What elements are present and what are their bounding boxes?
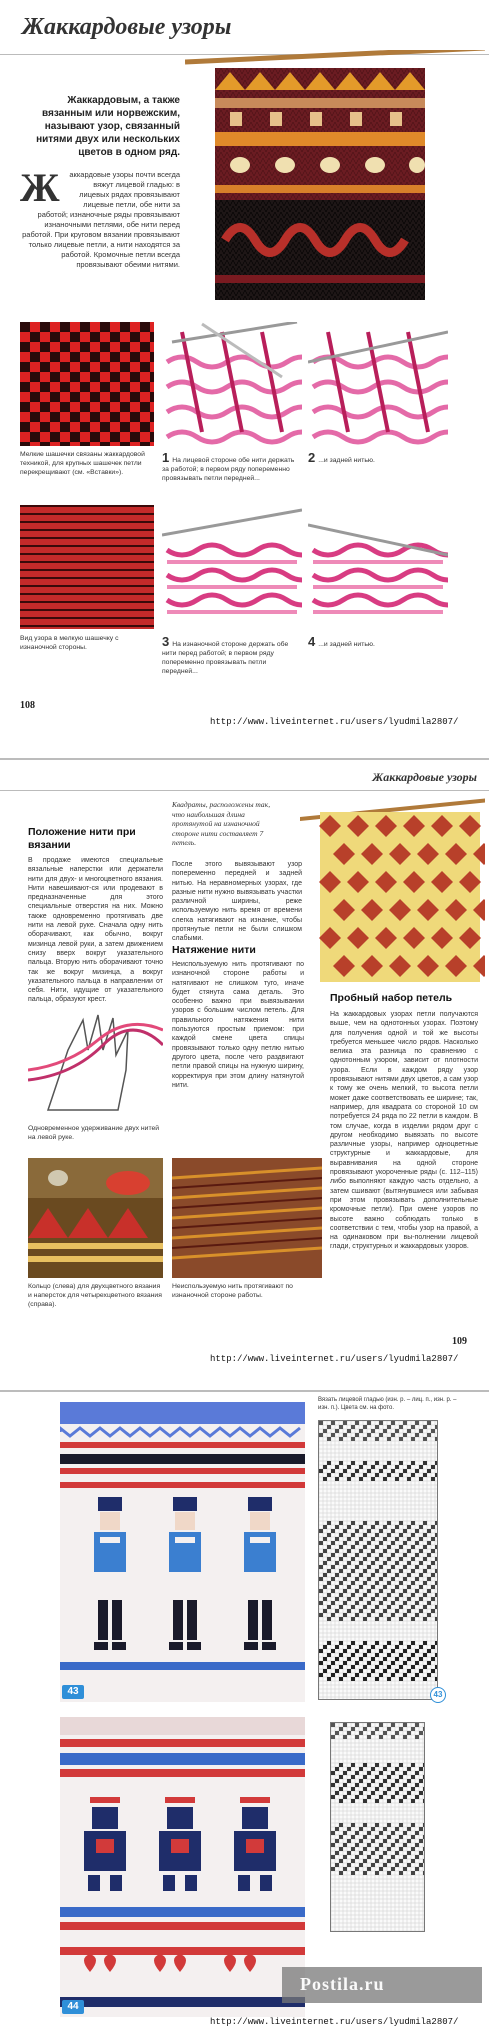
caption-thimble: Кольцо (слева) для двухцветного вязания и наперсток для четырехцветного вязания (справа). bbox=[28, 1283, 162, 1308]
chart-44 bbox=[330, 1722, 425, 1932]
step2-illustration bbox=[308, 322, 448, 446]
stripes-swatch bbox=[20, 505, 154, 629]
knitting-needle bbox=[185, 50, 485, 62]
step1-text: На лицевой стороне обе нити держать за работой; в первом ряду попеременно провязывать петли передней... bbox=[162, 457, 295, 482]
source-url-2[interactable]: http://www.liveinternet.ru/users/lyudmila2807/ bbox=[210, 1354, 459, 1364]
caption-step2 bbox=[308, 450, 448, 465]
source-url-3[interactable]: http://www.liveinternet.ru/users/lyudmila2807/ bbox=[210, 2017, 459, 2027]
step3-number: 3 bbox=[162, 634, 170, 649]
page-number-109: 109 bbox=[452, 1336, 467, 1347]
chart-grid-43 bbox=[319, 1421, 437, 1699]
chart-grid-44 bbox=[331, 1723, 424, 1931]
diamond-swatch bbox=[300, 790, 485, 990]
caption-step1 bbox=[162, 450, 302, 483]
lead-paragraph: Жаккардовым, а также вязанным или норвежским, называют узор, связанный нитями двух или нескольких цветов в одном ряд. bbox=[36, 95, 180, 158]
caption-step4 bbox=[308, 634, 448, 649]
text-thread-position: В продаже имеются специальные вязальные наперстки или держатели нити для двух- и многоцветного вязания. Нити навешивают-ся или продевают в предназначенные для этого специальные отверстия на них. Можно также одновременно протягивать две нити на левой руке. Сначала одну нить оборачивают, как обычно, вокруг мизинца левой руки, а затем движением снизу вверх вокруг указательного пальца. Вторую нить оборачивают точно так же вокруг мизинца, а вокруг указательного пальца в направлении от себя. Нити, идущие от указательного пальца, образуют крест. bbox=[28, 857, 163, 1004]
italic-note-squares: Квадраты, расположены так, что наибольшая длина протянутой на изнаночной стороне нити составляет 7 петель. bbox=[172, 800, 271, 847]
caption-hand: Одновременное удерживание двух нитей на левой руке. bbox=[28, 1125, 160, 1141]
page-109 bbox=[0, 760, 489, 1392]
step2-text: ...и задней нитью. bbox=[318, 457, 375, 464]
step2-number: 2 bbox=[308, 450, 316, 465]
badge-43-chart: 43 bbox=[430, 1687, 446, 1703]
caption-stripes: Вид узора в мелкую шашечку с изнаночной стороны. bbox=[20, 635, 119, 651]
small-checks-swatch bbox=[20, 322, 154, 446]
heading-tension: Натяжение нити bbox=[172, 944, 256, 956]
dropcap-letter: Ж bbox=[20, 165, 60, 210]
heading-trial-cast: Пробный набор петель bbox=[330, 992, 453, 1004]
step3-illustration bbox=[162, 505, 302, 629]
nutcracker-swatch-43 bbox=[60, 1402, 305, 1702]
hand-illustration bbox=[28, 1010, 163, 1120]
text-tension: Неиспользуемую нить протягивают по изнаночной стороне работы и натягивают не слишком туго, иначе будет стянута сама деталь. Это особенно важно при вывязывании узоров с большим числом петель. Для правильного натяжения нити пользуются простым приемом: при каждой смене цвета спицы провязывают только одну петлю нитью другого цвета, после чего раздвигают петли правой спицы на нужную ширину, корректируя при этом длину натянутой нити. bbox=[172, 961, 304, 1089]
backside-photo bbox=[172, 1158, 322, 1278]
text-trial-cast: На жаккардовых узорах петли получаются выше, чем на однотонных узорах. Поэтому для получения одной и той же высоты требуется меньшее число рядов. Насколько велика эта разница по сравнению с однотонным узором, зависит от плотности узора. Если в каждом ряду узор провязывают нитями двух цветов, а сам узор к тому же очень мелкий, то высота петли может даже соответствовать ее ширине; так, например, для квадрата со стороной 10 см потребуется 24 ряда по 22 петли в каждом. В том случае, когда в изделии рядом друг с другом необходимо вывязать по высоте различные узоры, например одноцветные структурные и жаккардовые, для выравнивания на одной стороне провязывают укороченные ряды (с. 112–115) либо выполняют каждую часть отдельно, а затем сшивают (вытянувшиеся или забывая при этом провязывать дополнительные кромочные петли). При смене узоров по высоте важно соблюдать только в соответствии с тем, чтобы узор на правой, а на одинаковом при вы-полнении лицевой глади, структурных и жаккардовых узоров. bbox=[330, 1011, 478, 1251]
badge-44: 44 bbox=[62, 2000, 84, 2014]
chart-note: Вязать лицевой гладью (изн. р. – лиц. п., изн. р. – изн. п.). Цвета см. на фото. bbox=[318, 1397, 457, 1411]
text-after-note: После этого вывязывают узор попеременно передней и задней нитью. На неравномерных узорах, где разные нити нужно вывязывать участки различной ширины, реже используемую нить время от времени слегка натягивают на изнанке, чтобы протянутые петли не были слишком слабыми. bbox=[172, 861, 302, 943]
caption-backside: Неиспользуемую нить протягивают по изнаночной стороне работы. bbox=[172, 1283, 293, 1299]
step4-number: 4 bbox=[308, 634, 316, 649]
step4-text: ...и задней нитью. bbox=[318, 641, 375, 648]
watermark-text: Postila.ru bbox=[300, 1974, 385, 1994]
page-108 bbox=[0, 0, 489, 760]
bear-swatch-44 bbox=[60, 1717, 305, 2017]
thimble-photo bbox=[28, 1158, 163, 1278]
running-header: Жаккардовые узоры bbox=[372, 770, 477, 784]
chart-43 bbox=[318, 1420, 438, 1700]
caption-small-checks: Мелкие шашечки связаны жаккардовой техникой, для крупных шашечек петли перекрещивают (см. «Вставки»). bbox=[20, 451, 145, 476]
source-url-1[interactable]: http://www.liveinternet.ru/users/lyudmila2807/ bbox=[210, 717, 459, 727]
intro-text: аккардовые узоры почти всегда вяжут лицевой гладью: в лицевых рядах провязывают лицевые петли, обе нити за работой; изнаночные ряды провязывают изнаночными петлями, обе нити перед работой. При круговом вязании провязывают только лицевые петли, а нити находятся за работой. Кромочные петли всегда провязывают обеими нитями. bbox=[22, 170, 180, 269]
step3-text: На изнаночной стороне держать обе нити перед работой; в первом ряду попеременно провязывать петли передней... bbox=[162, 641, 289, 675]
page-number-108: 108 bbox=[20, 700, 35, 711]
main-jacquard-swatch bbox=[185, 50, 485, 310]
badge-43: 43 bbox=[62, 1685, 84, 1699]
intro-paragraph bbox=[20, 165, 180, 270]
step1-illustration bbox=[162, 322, 302, 446]
step4-illustration bbox=[308, 505, 448, 629]
pattern-page bbox=[0, 1392, 489, 2040]
heading-thread-position: Положение нити при вязании bbox=[28, 826, 136, 851]
page-title: Жаккардовые узоры bbox=[22, 14, 232, 40]
caption-step3 bbox=[162, 634, 302, 676]
step1-number: 1 bbox=[162, 450, 170, 465]
